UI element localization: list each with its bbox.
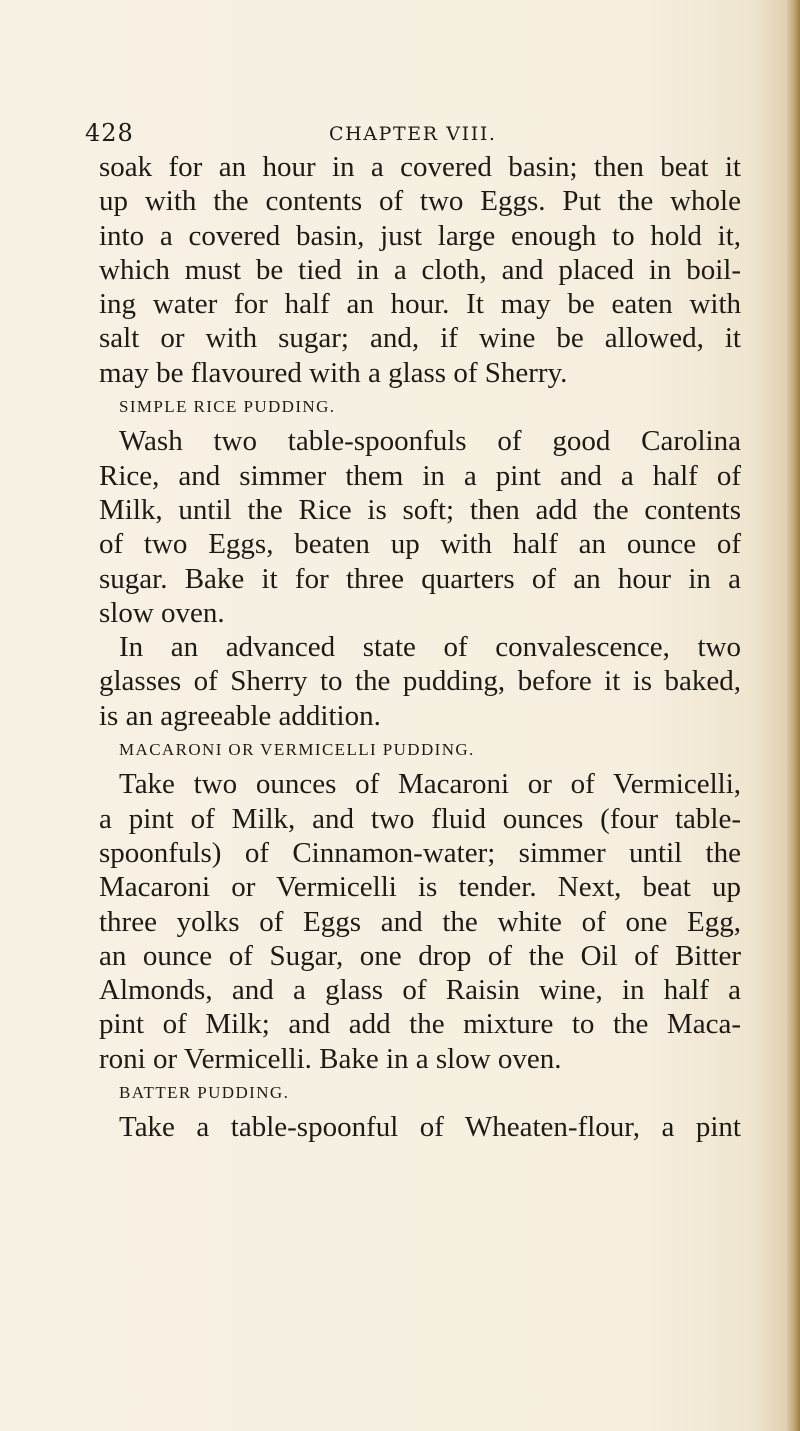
text-line: Rice, and simmer them in a pint and a half of <box>99 459 741 492</box>
text-line: Take a table-spoonful of Wheaten-flour, a pint <box>119 1111 741 1144</box>
text-line: Take two ounces of Macaroni or of Vermicelli, <box>119 768 741 801</box>
recipe-heading: SIMPLE RICE PUDDING. <box>119 397 336 417</box>
text-line: glasses of Sherry to the pudding, before it is baked, <box>99 665 741 698</box>
text-line: Almonds, and a glass of Raisin wine, in half a <box>99 974 741 1007</box>
text-line: roni or Vermicelli. Bake in a slow oven. <box>99 1042 562 1075</box>
page-number: 428 <box>85 119 134 147</box>
text-line: spoonfuls) of Cinnamon-water; simmer until the <box>99 836 741 869</box>
text-line: which must be tied in a cloth, and placed in boil- <box>99 253 741 286</box>
text-line: slow oven. <box>99 596 225 629</box>
text-line: Milk, until the Rice is soft; then add the contents <box>99 493 741 526</box>
text-line: a pint of Milk, and two fluid ounces (four table- <box>99 802 741 835</box>
text-line: an ounce of Sugar, one drop of the Oil of Bitter <box>99 939 741 972</box>
recipe-heading: MACARONI OR VERMICELLI PUDDING. <box>119 740 475 760</box>
text-line: salt or with sugar; and, if wine be allowed, it <box>99 322 741 355</box>
text-line: is an agreeable addition. <box>99 699 381 732</box>
text-line: pint of Milk; and add the mixture to the Maca- <box>99 1008 741 1041</box>
recipe-heading: BATTER PUDDING. <box>119 1083 290 1103</box>
text-line: Wash two table-spoonfuls of good Carolina <box>119 425 741 458</box>
text-line: In an advanced state of convalescence, two <box>119 631 741 664</box>
chapter-title: CHAPTER VIII. <box>329 123 497 145</box>
text-line: into a covered basin, just large enough to hold it, <box>99 219 741 252</box>
page-edge-shadow <box>786 0 800 1431</box>
text-line: sugar. Bake it for three quarters of an hour in a <box>99 562 741 595</box>
text-line: may be flavoured with a glass of Sherry. <box>99 356 568 389</box>
text-line: ing water for half an hour. It may be eaten with <box>99 288 741 321</box>
text-line: up with the contents of two Eggs. Put the whole <box>99 185 741 218</box>
text-line: soak for an hour in a covered basin; then beat it <box>99 151 741 183</box>
text-line: of two Eggs, beaten up with half an ounce of <box>99 528 741 561</box>
text-line: Macaroni or Vermicelli is tender. Next, beat up <box>99 871 741 904</box>
body-text <box>99 150 741 1145</box>
text-line: three yolks of Eggs and the white of one Egg, <box>99 905 741 938</box>
